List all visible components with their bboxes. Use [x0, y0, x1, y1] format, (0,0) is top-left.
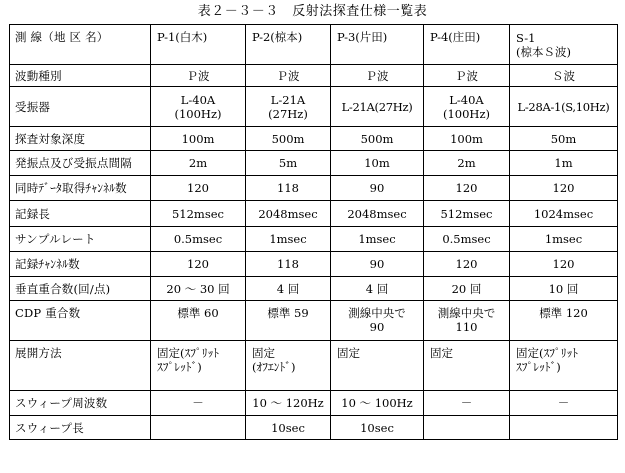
row-label: 波動種別 — [10, 65, 151, 87]
table-cell: 118 — [246, 176, 331, 201]
table-cell: 10sec — [246, 416, 331, 440]
row-label: 垂直重合数(回/点) — [10, 277, 151, 301]
table-cell: 10m — [331, 151, 424, 176]
table-cell: 10 ～ 120Hz — [246, 391, 331, 416]
table-cell — [424, 416, 510, 440]
table-cell: 5m — [246, 151, 331, 176]
table-row — [10, 176, 618, 201]
table-cell: 120 — [424, 252, 510, 277]
table-cell: 4 回 — [246, 277, 331, 301]
table-row — [10, 65, 618, 87]
row-label: 同時ﾃﾞｰﾀ取得ﾁｬﾝﾈﾙ数 — [10, 176, 151, 201]
table-cell: 100m — [424, 127, 510, 151]
table-cell: Ｐ波 — [246, 65, 331, 87]
table-row — [10, 201, 618, 227]
table-cell: － — [424, 391, 510, 416]
row-label: CDP 重合数 — [10, 301, 151, 341]
table-cell: 500m — [331, 127, 424, 151]
table-cell: 標準 120 — [510, 301, 618, 341]
header-p4: P-4(庄田) — [424, 25, 510, 65]
row-label: サンプルレート — [10, 227, 151, 252]
row-label: スウィープ長 — [10, 416, 151, 440]
table-row — [10, 87, 618, 127]
table-cell: 10sec — [331, 416, 424, 440]
table-cell: L-21A(27Hz) — [331, 87, 424, 127]
table-cell: 標準 60 — [151, 301, 246, 341]
header-p2: P-2(椋本) — [246, 25, 331, 65]
table-cell: 90 — [331, 252, 424, 277]
table-row — [10, 227, 618, 252]
table-cell: 118 — [246, 252, 331, 277]
table-cell: L-21A (27Hz) — [246, 87, 331, 127]
table-cell: 標準 59 — [246, 301, 331, 341]
table-cell: 2048msec — [246, 201, 331, 227]
table-cell: 2048msec — [331, 201, 424, 227]
table-cell: 4 回 — [331, 277, 424, 301]
table-cell: 90 — [331, 176, 424, 201]
row-label: スウィープ周波数 — [10, 391, 151, 416]
table-cell: 固定 (ｵﾌｴﾝﾄﾞ) — [246, 341, 331, 391]
table-cell: L-40A (100Hz) — [424, 87, 510, 127]
table-cell: 10 回 — [510, 277, 618, 301]
table-cell: 1msec — [246, 227, 331, 252]
table-cell: 120 — [151, 252, 246, 277]
table-cell: L-40A (100Hz) — [151, 87, 246, 127]
row-label: 記録ﾁｬﾝﾈﾙ数 — [10, 252, 151, 277]
row-label: 探査対象深度 — [10, 127, 151, 151]
table-cell: 測線中央で 90 — [331, 301, 424, 341]
table-row — [10, 301, 618, 341]
table-title: 表２－３－３ 反射法探査仕様一覧表 — [197, 4, 428, 19]
table-cell: Ｓ波 — [510, 65, 618, 87]
row-label: 受振器 — [10, 87, 151, 127]
table-cell: 100m — [151, 127, 246, 151]
table-cell — [510, 416, 618, 440]
table-cell: Ｐ波 — [331, 65, 424, 87]
table-cell: 120 — [510, 176, 618, 201]
table-cell: 512msec — [151, 201, 246, 227]
table-cell: 0.5msec — [151, 227, 246, 252]
table-cell: 固定 — [331, 341, 424, 391]
header-row — [10, 25, 618, 65]
table-cell: 120 — [510, 252, 618, 277]
table-row — [10, 151, 618, 176]
table-row — [10, 127, 618, 151]
table-cell: 1024msec — [510, 201, 618, 227]
table-cell: 20 回 — [424, 277, 510, 301]
header-line-name: 測 線（地 区 名） — [10, 25, 151, 65]
table-cell: － — [151, 391, 246, 416]
table-row — [10, 277, 618, 301]
table-row — [10, 391, 618, 416]
survey-spec-table — [9, 24, 618, 440]
table-cell: Ｐ波 — [151, 65, 246, 87]
row-label: 記録長 — [10, 201, 151, 227]
table-cell: 50m — [510, 127, 618, 151]
table-cell: 固定(ｽﾌﾟﾘｯﾄ ｽﾌﾟﾚｯﾄﾞ) — [151, 341, 246, 391]
table-cell: 固定(ｽﾌﾟﾘｯﾄ ｽﾌﾟﾚｯﾄﾞ) — [510, 341, 618, 391]
table-cell: 512msec — [424, 201, 510, 227]
table-cell: 1m — [510, 151, 618, 176]
row-label: 発振点及び受振点間隔 — [10, 151, 151, 176]
table-cell: 20 ～ 30 回 — [151, 277, 246, 301]
table-row — [10, 416, 618, 440]
table-cell: 500m — [246, 127, 331, 151]
table-cell: 固定 — [424, 341, 510, 391]
table-cell: 120 — [424, 176, 510, 201]
table-row — [10, 341, 618, 391]
table-cell: 2m — [151, 151, 246, 176]
header-s1: S-1 (椋本Ｓ波) — [510, 25, 618, 65]
row-label: 展開方法 — [10, 341, 151, 391]
table-cell: L-28A-1(S,10Hz) — [510, 87, 618, 127]
table-cell: 10 ～ 100Hz — [331, 391, 424, 416]
table-cell: 測線中央で 110 — [424, 301, 510, 341]
table-cell: 1msec — [331, 227, 424, 252]
table-cell — [151, 416, 246, 440]
table-cell: Ｐ波 — [424, 65, 510, 87]
header-p3: P-3(片田) — [331, 25, 424, 65]
table-cell: 1msec — [510, 227, 618, 252]
header-p1: P-1(白木) — [151, 25, 246, 65]
table-cell: 120 — [151, 176, 246, 201]
table-row — [10, 252, 618, 277]
table-cell: 2m — [424, 151, 510, 176]
table-cell: － — [510, 391, 618, 416]
table-cell: 0.5msec — [424, 227, 510, 252]
